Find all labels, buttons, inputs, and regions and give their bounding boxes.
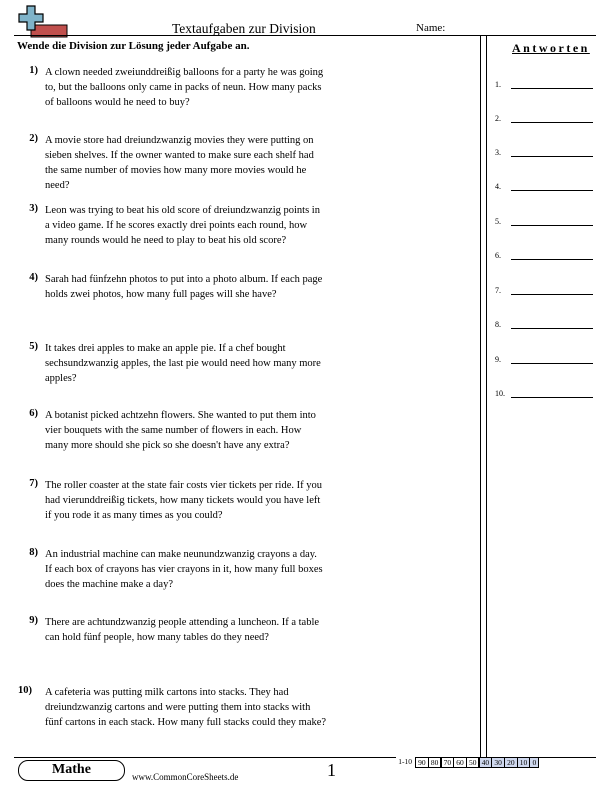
website-link[interactable]: www.CommonCoreSheets.de (132, 772, 239, 782)
question-line: to, but the balloons only came in packs of neun. How many packs (45, 82, 322, 93)
score-cell: 70 (441, 757, 455, 768)
answer-number: 4. (495, 182, 501, 191)
plus-logo-icon (17, 4, 69, 38)
answer-blank[interactable] (511, 225, 593, 226)
question-line: the same number of movies how many more movies would he (45, 165, 307, 176)
question-line: It takes drei apples to make an apple pie. If a chef bought (45, 343, 286, 354)
score-cell: 10 (517, 757, 531, 768)
question-line: The roller coaster at the state fair costs vier tickets per ride. If you (45, 480, 322, 491)
score-cell: 50 (466, 757, 480, 768)
header-divider (14, 35, 596, 36)
score-cell: 0 (529, 757, 539, 768)
answer-number: 2. (495, 114, 501, 123)
question-number: 10) (18, 685, 32, 696)
question-line: sieben shelves. If the owner wanted to make sure each shelf had (45, 150, 314, 161)
question-line: A cafeteria was putting milk cartons into stacks. They had (45, 687, 289, 698)
score-cell: 1-10 (396, 757, 416, 768)
answer-blank[interactable] (511, 190, 593, 191)
question-line: A clown needed zweiunddreißig balloons for a party he was going (45, 67, 324, 78)
question-line: An industrial machine can make neunundzwanzig crayons a day. (45, 549, 317, 560)
question-line: of balloons would he need to buy? (45, 97, 190, 108)
score-cell: 90 (415, 757, 429, 768)
answer-column-divider (480, 35, 481, 757)
question-line: does the machine make a day? (45, 579, 173, 590)
question-line: need? (45, 180, 70, 191)
question-line: many rounds would he need to play to beat his old score? (45, 235, 287, 246)
name-label: Name: (416, 22, 446, 34)
question-line: many more should she pick so she doesn't have any extra? (45, 440, 290, 451)
question-text (45, 547, 375, 592)
question-text (45, 203, 375, 248)
answer-blank[interactable] (511, 363, 593, 364)
answer-blank[interactable] (511, 259, 593, 260)
question-line: dreiundzwanzig cartons and were putting them into stacks with (45, 702, 311, 713)
question-number: 9) (29, 615, 38, 626)
answer-blank[interactable] (511, 88, 593, 89)
question-line: had vierunddreißig tickets, how many tickets would you have left (45, 495, 321, 506)
answer-number: 6. (495, 251, 501, 260)
question-line: sechsundzwanzig apples, the last pie would need how many more (45, 358, 321, 369)
question-line: If each box of crayons has vier crayons in it, how many full boxes (45, 564, 323, 575)
subject-label: Mathe (18, 760, 125, 781)
question-number: 4) (29, 272, 38, 283)
question-number: 5) (29, 341, 38, 352)
question-number: 8) (29, 547, 38, 558)
score-cell: 30 (491, 757, 505, 768)
question-line: A movie store had dreiundzwanzig movies they were putting on (45, 135, 314, 146)
question-number: 2) (29, 133, 38, 144)
question-text (45, 65, 375, 110)
question-text (45, 272, 375, 302)
question-line: holds zwei photos, how many full pages will she have? (45, 289, 277, 300)
question-line: vier bouquets with the same number of flowers in each. How (45, 425, 302, 436)
answers-heading: Antworten (512, 41, 590, 55)
score-scale (397, 757, 539, 768)
instructions: Wende die Division zur Lösung jeder Aufgabe an. (17, 40, 250, 52)
question-line: apples? (45, 373, 77, 384)
question-text (45, 685, 375, 730)
answer-number: 7. (495, 286, 501, 295)
answer-blank[interactable] (511, 328, 593, 329)
question-number: 6) (29, 408, 38, 419)
answer-number: 3. (495, 148, 501, 157)
score-cell: 80 (428, 757, 442, 768)
answer-blank[interactable] (511, 294, 593, 295)
question-number: 7) (29, 478, 38, 489)
answer-number: 9. (495, 355, 501, 364)
question-text (45, 478, 375, 523)
answer-number: 1. (495, 80, 501, 89)
question-line: fünf cartons in each stack. How many full stacks could they make? (45, 717, 327, 728)
page-number: 1 (327, 760, 336, 780)
question-line: if you rode it as many times as you could? (45, 510, 223, 521)
question-text (45, 341, 375, 386)
worksheet-title: Textaufgaben zur Division (172, 21, 316, 36)
answer-blank[interactable] (511, 122, 593, 123)
answer-column-divider-inner (486, 35, 487, 757)
question-line: can hold fünf people, how many tables do they need? (45, 632, 269, 643)
score-cell: 20 (504, 757, 518, 768)
question-line: Leon was trying to beat his old score of dreiundzwanzig points in (45, 205, 320, 216)
question-line: There are achtundzwanzig people attending a luncheon. If a table (45, 617, 320, 628)
answer-blank[interactable] (511, 397, 593, 398)
question-line: A botanist picked achtzehn flowers. She wanted to put them into (45, 410, 316, 421)
answer-blank[interactable] (511, 156, 593, 157)
question-text (45, 615, 375, 645)
answer-number: 10. (495, 389, 505, 398)
answer-number: 8. (495, 320, 501, 329)
score-cell: 40 (479, 757, 493, 768)
question-number: 3) (29, 203, 38, 214)
score-cell: 60 (453, 757, 467, 768)
question-line: a video game. If he scores exactly drei points each round, how (45, 220, 308, 231)
question-number: 1) (29, 65, 38, 76)
question-line: Sarah had fünfzehn photos to put into a photo album. If each page (45, 274, 323, 285)
question-text (45, 408, 375, 453)
answer-number: 5. (495, 217, 501, 226)
question-text (45, 133, 375, 193)
